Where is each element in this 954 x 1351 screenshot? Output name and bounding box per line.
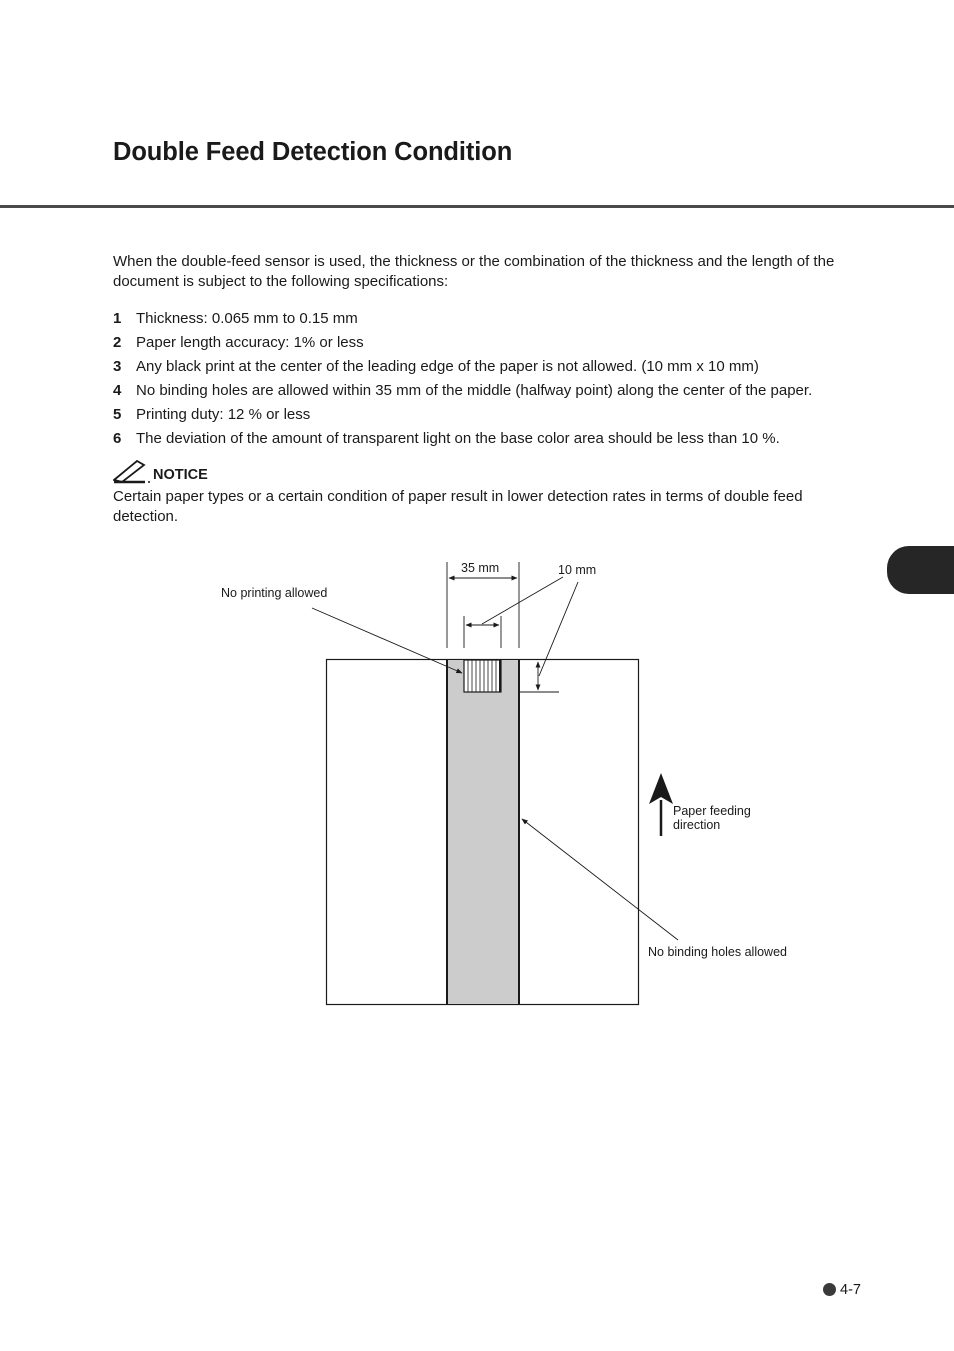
feed-direction-arrow xyxy=(649,773,673,836)
list-item-number: 2 xyxy=(113,334,122,351)
list-item-number: 5 xyxy=(113,406,122,423)
list-item-number: 6 xyxy=(113,430,122,447)
list-item-number: 3 xyxy=(113,358,122,375)
notice-text: Certain paper types or a certain condition of paper result in lower detection rates in terms of double feed detection. xyxy=(113,488,803,525)
page-title: Double Feed Detection Condition xyxy=(113,138,513,166)
notice-label: NOTICE xyxy=(153,467,208,483)
no-binding-label: No binding holes allowed xyxy=(648,945,787,959)
dimension-10mm-label: 10 mm xyxy=(558,563,597,577)
bullet-dot-icon xyxy=(823,1283,836,1296)
list-item-number: 4 xyxy=(113,382,122,399)
no-printing-zone xyxy=(464,660,501,692)
list-item-text: The deviation of the amount of transparent light on the base color area should be less than 10 %. xyxy=(136,430,780,447)
list-item-number: 1 xyxy=(113,310,122,327)
list-item-text: Thickness: 0.065 mm to 0.15 mm xyxy=(136,310,358,327)
feed-direction-label: Paper feeding direction xyxy=(673,804,751,832)
list-item-text: Paper length accuracy: 1% or less xyxy=(136,334,364,351)
no-binding-zone xyxy=(447,660,519,1004)
page-number-text: 4-7 xyxy=(840,1282,861,1298)
page-number xyxy=(823,1280,861,1300)
no-printing-label: No printing allowed xyxy=(221,586,328,600)
list-item-text: Any black print at the center of the leading edge of the paper is not allowed. (10 mm x 10 mm) xyxy=(136,358,759,375)
intro-paragraph: When the double-feed sensor is used, the thickness or the combination of the thickness and the length of the document is subject to the following specifications: xyxy=(113,253,835,290)
dimension-35mm-label: 35 mm xyxy=(461,561,500,575)
list-item-text: No binding holes are allowed within 35 mm of the middle (halfway point) along the center of the paper. xyxy=(136,382,813,399)
list-item-text: Printing duty: 12 % or less xyxy=(136,406,311,423)
